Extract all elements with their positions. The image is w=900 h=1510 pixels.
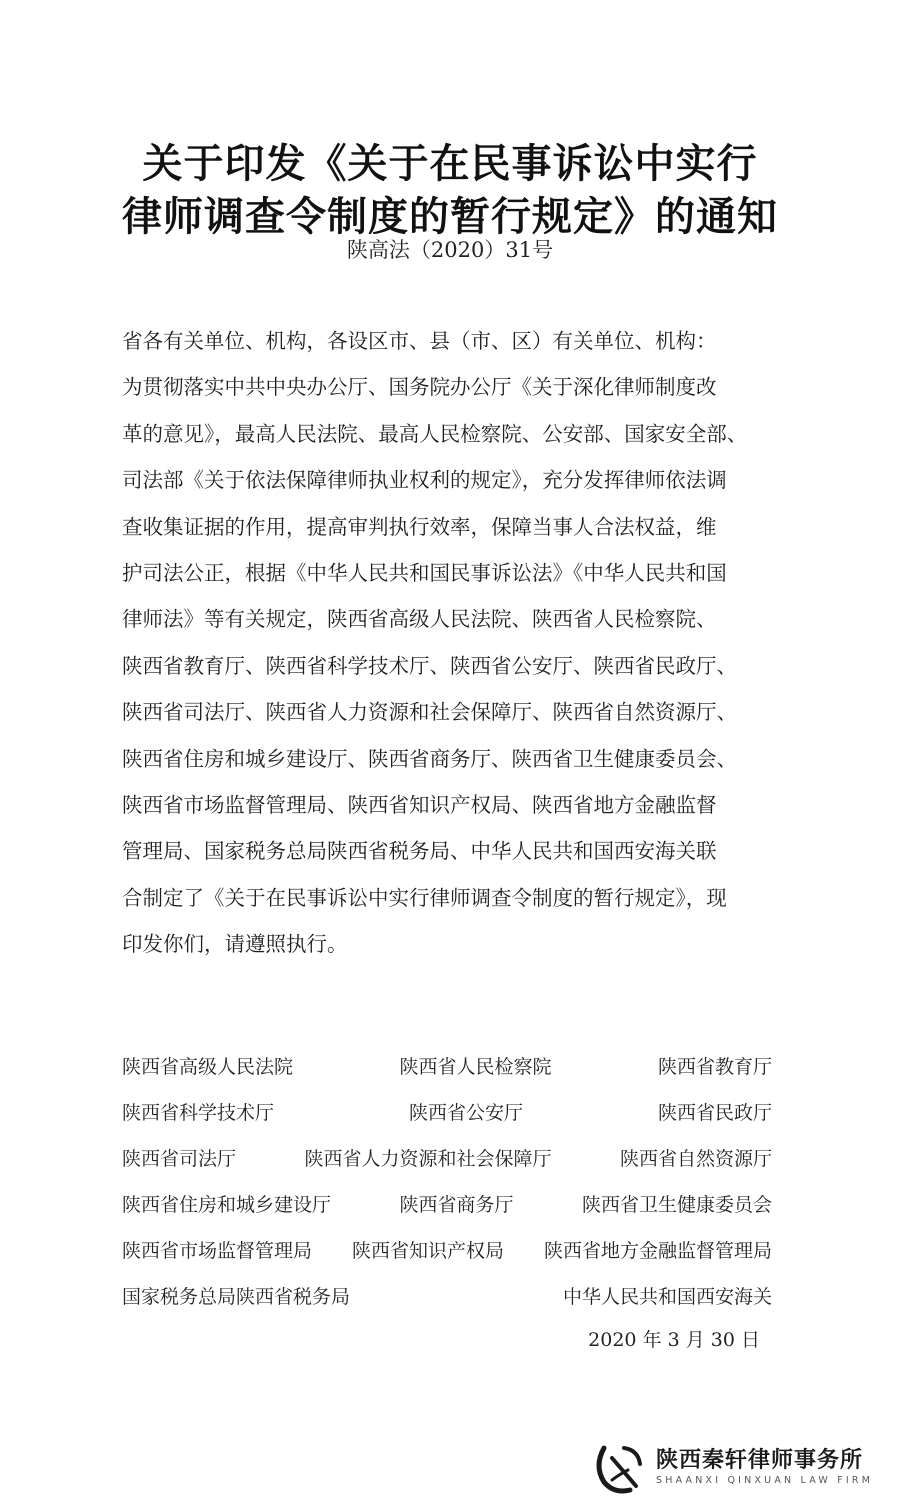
signatory-row — [122, 1142, 772, 1188]
document-body — [122, 318, 782, 968]
signatory: 陕西省公安厅 — [408, 1102, 523, 1124]
signatory: 陕西省高级人民法院 — [122, 1056, 294, 1078]
law-firm-watermark — [590, 1440, 880, 1496]
body-line: 为贯彻落实中共中央办公厅、国务院办公厅《关于深化律师制度改 — [122, 375, 717, 400]
signatory-row — [122, 1050, 772, 1096]
signatory: 陕西省科学技术厅 — [122, 1102, 275, 1124]
signatory: 陕西省地方金融监督管理局 — [543, 1240, 772, 1262]
body-line: 印发你们，请遵照执行。 — [122, 932, 348, 957]
body-line: 陕西省司法厅、陕西省人力资源和社会保障厅、陕西省自然资源厅、 — [122, 700, 737, 725]
signatory: 陕西省商务厅 — [399, 1194, 514, 1216]
issue-date: 2020 年 3 月 30 日 — [588, 1329, 760, 1351]
body-line: 查收集证据的作用，提高审判执行效率，保障当事人合法权益，维 — [122, 514, 717, 539]
document-number: 陕高法（2020）31号 — [346, 238, 554, 262]
body-line: 革的意见》，最高人民法院、最高人民检察院、公安部、国家安全部、 — [122, 421, 748, 446]
signatory: 陕西省司法厅 — [122, 1148, 237, 1170]
signatory: 陕西省民政厅 — [657, 1102, 772, 1124]
signatory-row — [122, 1280, 772, 1326]
signatory: 陕西省自然资源厅 — [619, 1148, 772, 1170]
brand-name: 陕西秦轩律师事务所 — [656, 1448, 864, 1473]
signatory: 中华人民共和国西安海关 — [562, 1286, 772, 1308]
signatory-row — [122, 1188, 772, 1234]
signatory: 陕西省知识产权局 — [351, 1240, 504, 1262]
body-line: 合制定了《关于在民事诉讼中实行律师调查令制度的暂行规定》，现 — [122, 885, 727, 910]
signatory: 陕西省教育厅 — [657, 1056, 772, 1078]
signatory: 国家税务总局陕西省税务局 — [122, 1286, 351, 1308]
body-line: 司法部《关于依法保障律师执业权利的规定》，充分发挥律师依法调 — [122, 468, 727, 493]
qinxuan-logo-icon — [590, 1440, 650, 1496]
body-line: 陕西省住房和城乡建设厅、陕西省商务厅、陕西省卫生健康委员会、 — [122, 746, 737, 771]
signatory: 陕西省人民检察院 — [399, 1056, 552, 1078]
body-line: 陕西省市场监督管理局、陕西省知识产权局、陕西省地方金融监督 — [122, 793, 717, 818]
body-line: 律师法》等有关规定，陕西省高级人民法院、陕西省人民检察院、 — [122, 607, 717, 632]
body-line: 省各有关单位、机构，各设区市、县（市、区）有关单位、机构： — [122, 329, 717, 353]
signatory: 陕西省市场监督管理局 — [122, 1240, 313, 1262]
signatory: 陕西省卫生健康委员会 — [581, 1194, 772, 1216]
signatory-list — [122, 1050, 772, 1326]
signatory: 陕西省人力资源和社会保障厅 — [304, 1148, 552, 1170]
body-line: 管理局、国家税务总局陕西省税务局、中华人民共和国西安海关联 — [122, 839, 717, 864]
signatory: 陕西省住房和城乡建设厅 — [122, 1194, 332, 1216]
brand-subtitle: SHAANXI QINXUAN LAW FIRM — [656, 1475, 874, 1486]
signatory-row — [122, 1234, 772, 1280]
body-line: 陕西省教育厅、陕西省科学技术厅、陕西省公安厅、陕西省民政厅、 — [122, 653, 737, 678]
brand-text — [656, 1448, 873, 1488]
document-title-line-2: 律师调查令制度的暂行规定》的通知 — [122, 193, 778, 240]
body-line: 护司法公正，根据《中华人民共和国民事诉讼法》《中华人民共和国 — [122, 561, 727, 586]
document-title-line-1: 关于印发《关于在民事诉讼中实行 — [142, 140, 758, 187]
signatory-row — [122, 1096, 772, 1142]
